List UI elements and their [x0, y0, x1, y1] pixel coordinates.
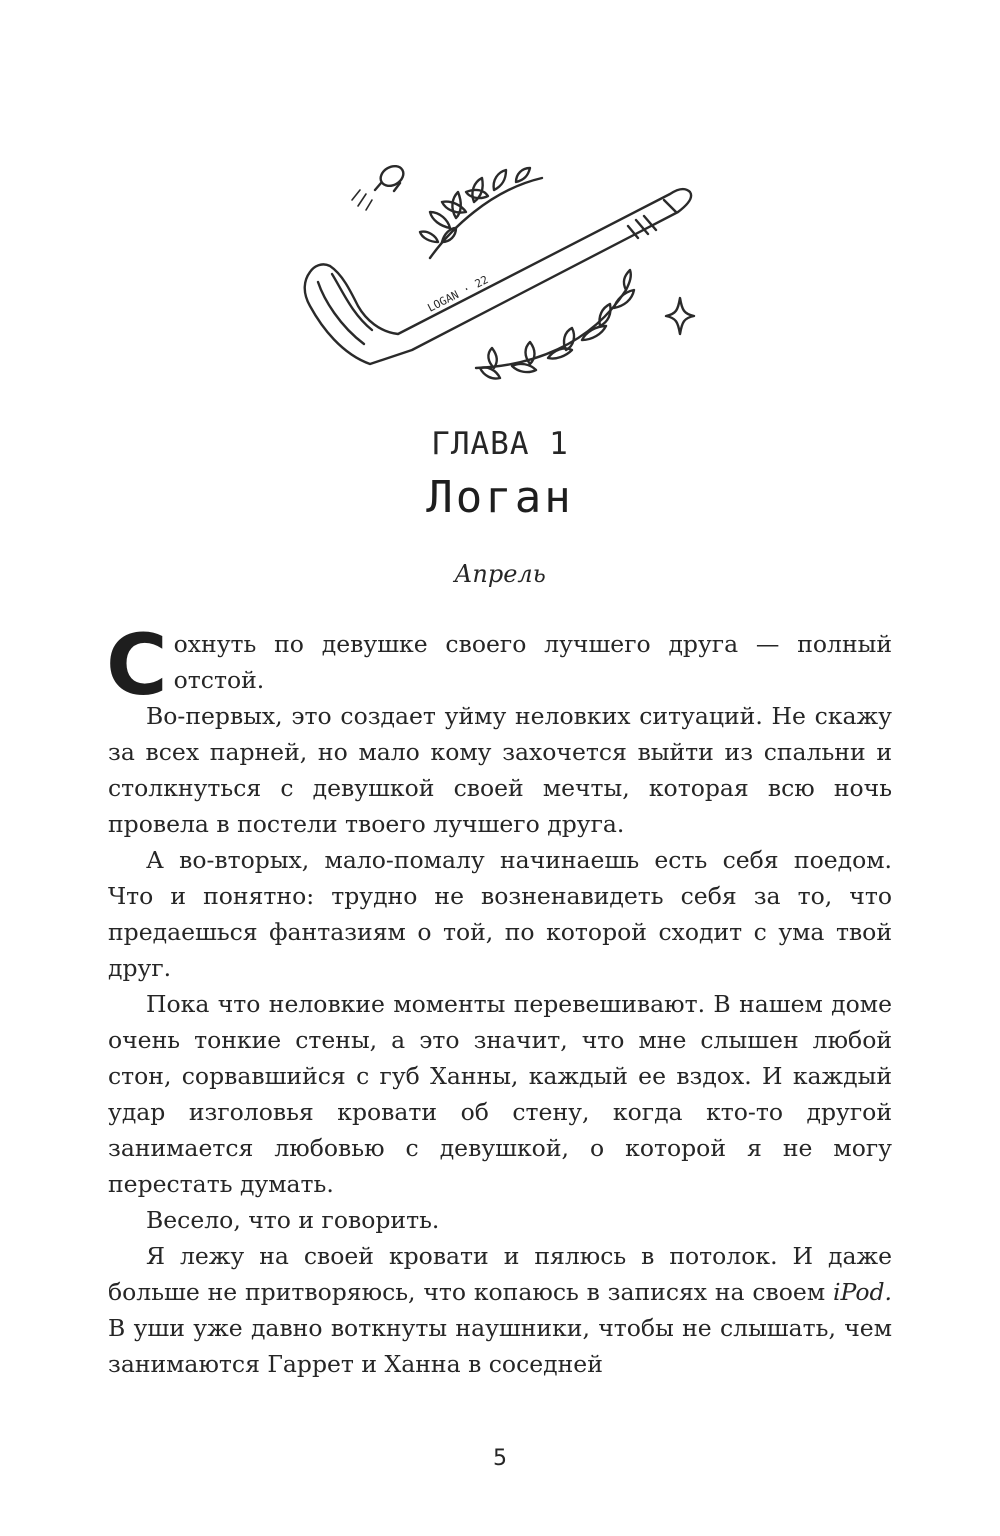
paragraph-4: Пока что неловкие моменты перевешивают. В нашем доме очень тонкие стены, а это значит, что мне слышен любой стон, сорвавшийся с губ Ханны, каждый ее вздох. И каждый удар изголовья кровати об стену, когда кто-то другой занимается любовью с девушкой, о которой я не могу перестать думать.	[108, 990, 892, 1198]
paragraph-1-text: охнуть по девушке своего лучшего друга — полный отстой.	[173, 630, 892, 694]
laurel-branch-icon	[476, 270, 634, 379]
stick-label-text: LOGAN · 22	[425, 273, 491, 315]
chapter-title: Логан	[426, 472, 574, 523]
paragraph-1	[106, 616, 892, 714]
paragraph-6-ipod: iPod.	[832, 1278, 892, 1306]
paragraph-3: А во-вторых, мало-помалу начинаешь есть себя поедом. Что и понятно: трудно не возненавидеть себя за то, что предаешься фантазиям о той, по которой сходит с ума твой друг.	[108, 846, 892, 982]
chapter-epigraph: Апрель	[454, 560, 546, 588]
drop-cap: С	[106, 616, 168, 714]
laurel-branch-icon	[420, 168, 542, 258]
body-text	[106, 616, 892, 1382]
sparkle-star-icon	[666, 298, 694, 334]
paragraph-6-start: Я лежу на своей кровати и пялюсь в потолок. И даже больше не притворяюсь, что копаюсь в записях на своем	[108, 1242, 892, 1306]
hockey-puck-icon	[352, 162, 407, 210]
paragraph-5: Весело, что и говорить.	[146, 1206, 440, 1234]
paragraph-2: Во-первых, это создает уйму неловких ситуаций. Не скажу за всех парней, но мало кому захочется выйти из спальни и столкнуться с девушкой своей мечты, которая всю ночь провела в постели твоего лучшего друга.	[108, 702, 892, 838]
paragraph-6-end: В уши уже давно воткнуты наушники, чтобы не слышать, чем занимаются Гаррет и Ханна в соседней	[108, 1314, 892, 1378]
page-number: 5	[493, 1446, 507, 1471]
paragraph-6	[108, 1238, 892, 1382]
chapter-label: ГЛАВА 1	[431, 426, 569, 462]
chapter-illustration	[280, 150, 720, 410]
hockey-stick-icon	[305, 189, 691, 364]
